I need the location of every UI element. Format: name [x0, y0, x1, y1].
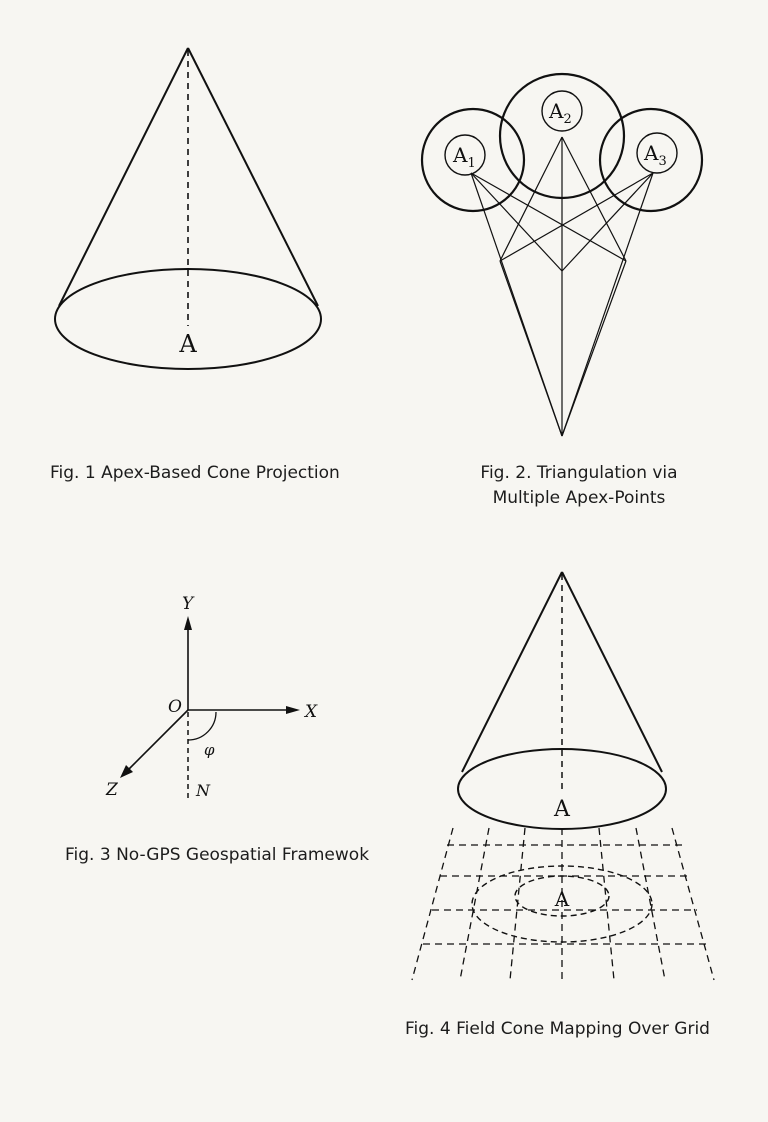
cone-4-right-edge: [562, 572, 662, 772]
cone-4-apex-label: A: [554, 797, 570, 822]
figure-1-caption: Fig. 1 Apex-Based Cone Projection: [50, 463, 340, 483]
figure-3-caption: Fig. 3 No-GPS Geospatial Framewok: [65, 845, 370, 865]
x-axis-label: X: [305, 702, 318, 722]
y-axis-label: Y: [182, 594, 194, 614]
apex-1-label: $A_1$: [453, 143, 476, 171]
figure-3-axes: [105, 594, 318, 800]
apex-3-label: $A_3$: [644, 141, 667, 169]
z-axis-label: Z: [106, 780, 118, 800]
apex-label: A: [179, 330, 197, 358]
triangulation-lines: [471, 137, 653, 436]
phi-angle-arc: [188, 712, 216, 740]
figure-2-triangulation: [422, 74, 702, 436]
y-arrowhead: [184, 616, 192, 630]
figure-2-caption-line-2: Multiple Apex-Points: [492, 488, 666, 508]
figure-2-caption-line-1: Fig. 2. Triangulation via: [480, 463, 678, 483]
cone-left-edge: [59, 48, 188, 306]
figure-4-cone-grid: [412, 572, 714, 980]
figure-4-caption: Fig. 4 Field Cone Mapping Over Grid: [405, 1019, 710, 1039]
apex-2-label: $A_2$: [549, 99, 572, 127]
origin-label: O: [168, 697, 182, 717]
north-label: N: [196, 781, 210, 800]
cone-4-left-edge: [462, 572, 562, 772]
x-arrowhead: [286, 706, 300, 714]
phi-label: φ: [204, 741, 215, 759]
grid-apex-label: A: [554, 887, 570, 911]
z-axis: [129, 710, 188, 769]
cone-right-edge: [188, 48, 318, 306]
figure-1-cone: [55, 48, 321, 369]
